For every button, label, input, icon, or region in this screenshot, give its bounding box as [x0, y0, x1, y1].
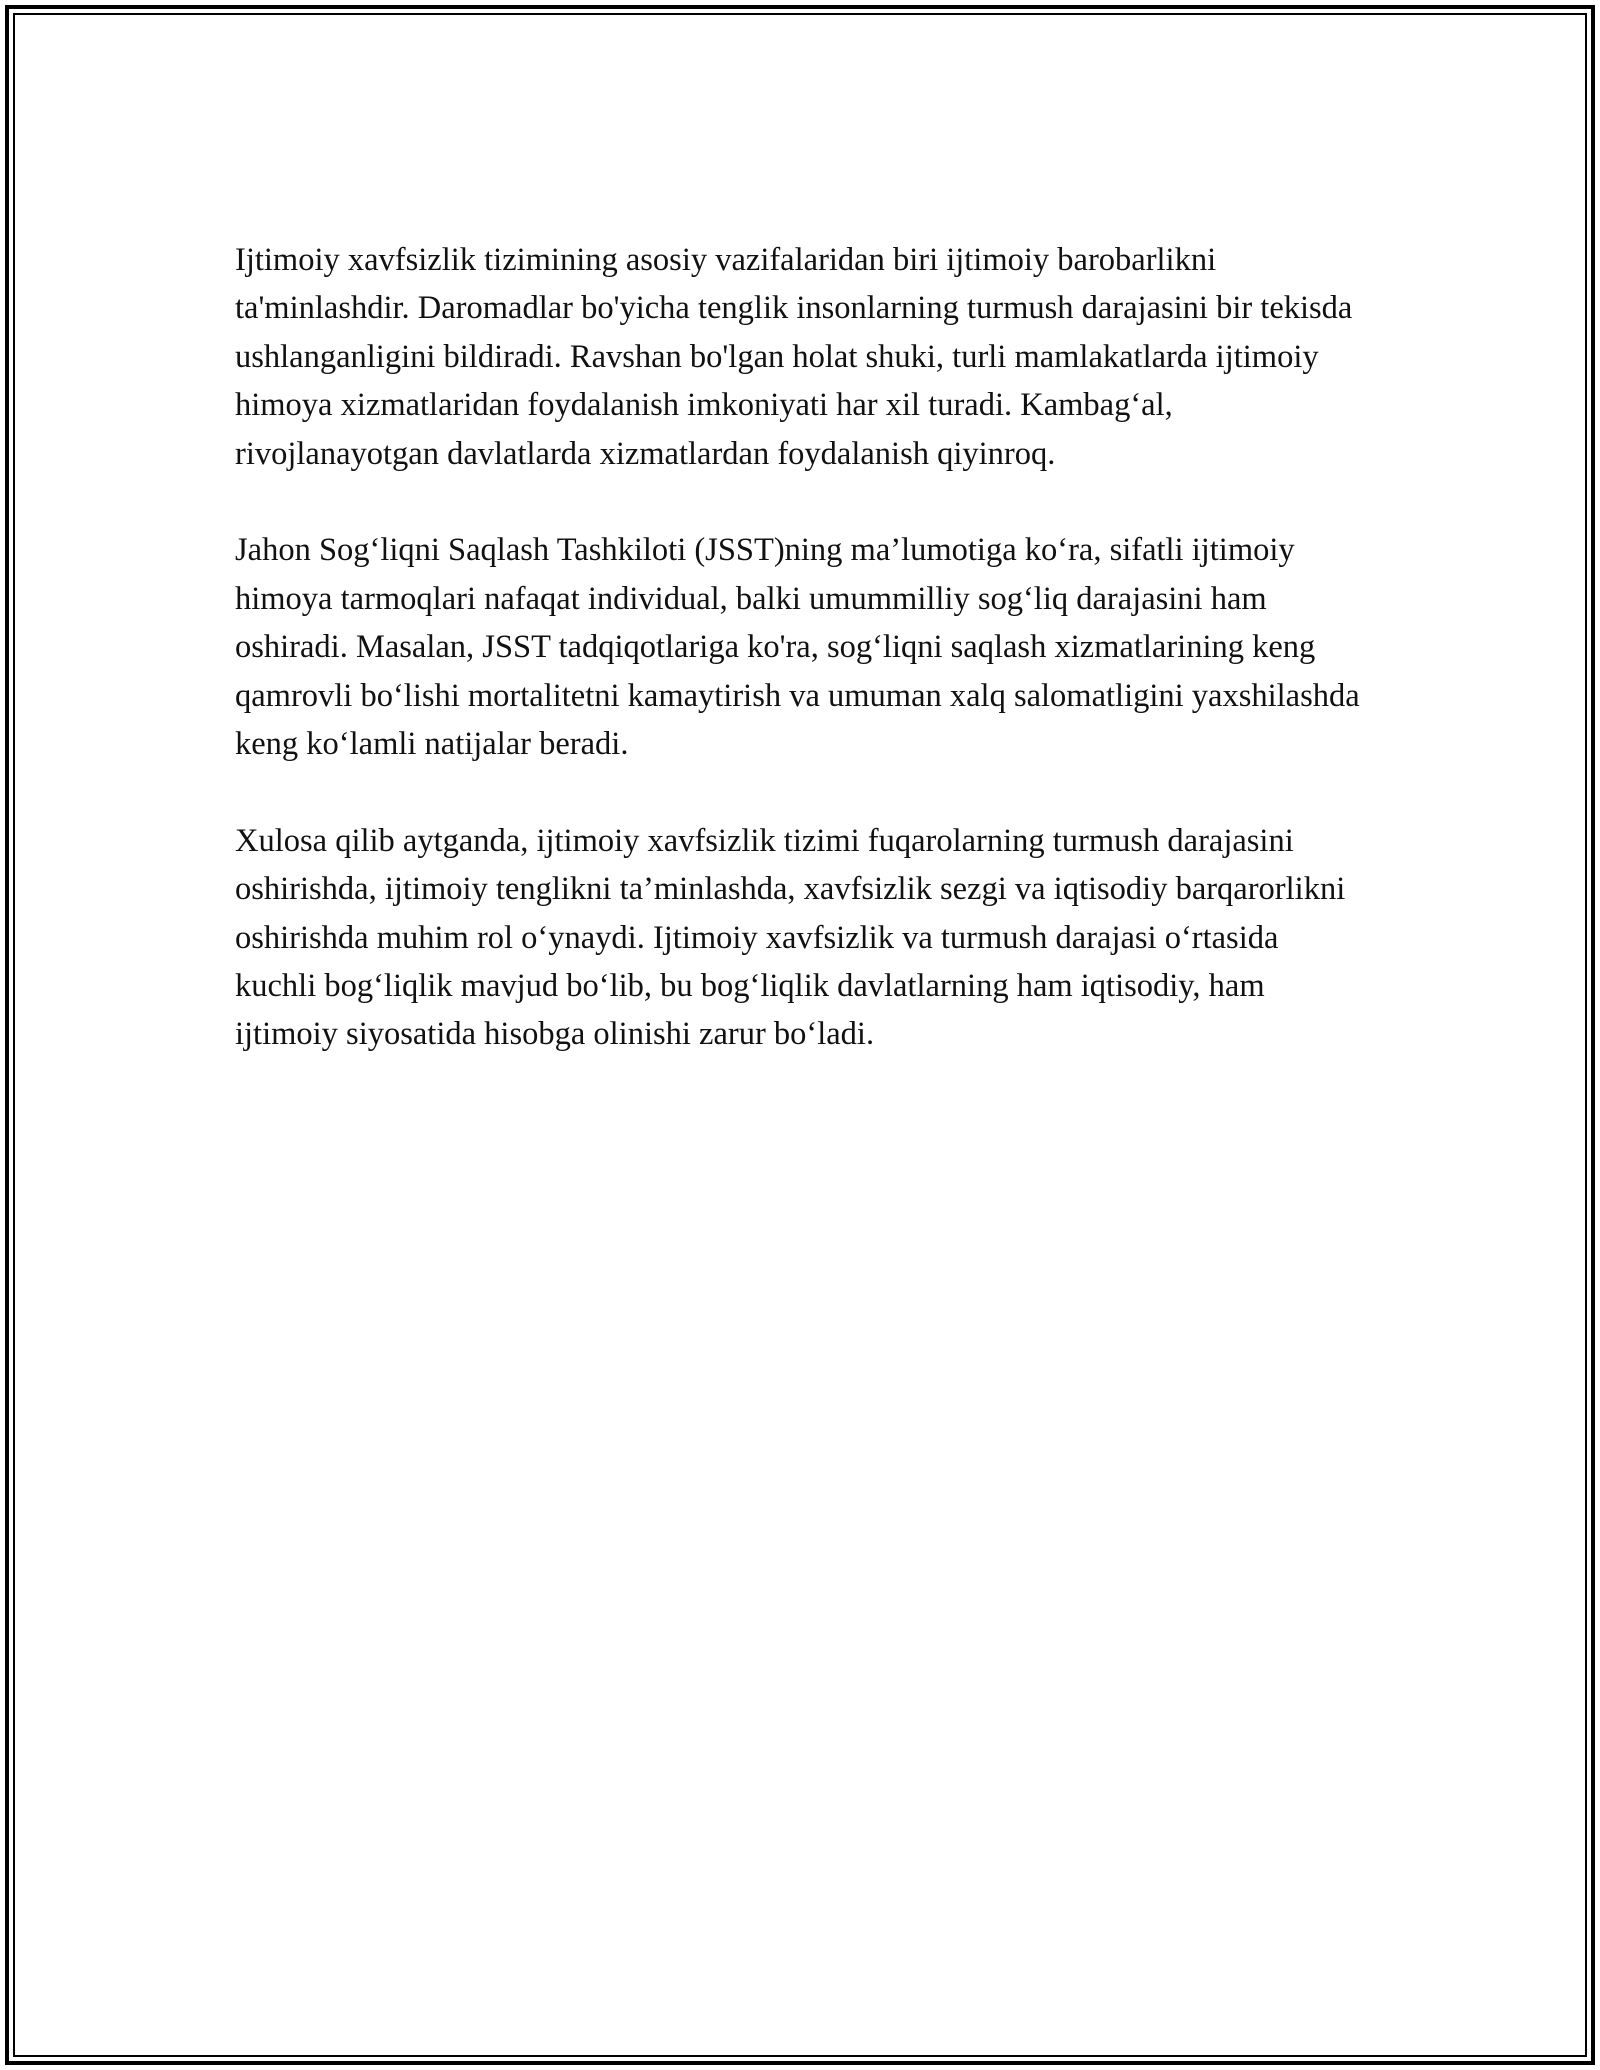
- paragraph-who-health: Jahon Sog‘liqni Saqlash Tashkiloti (JSST)ning ma’lumotiga ko‘ra, sifatli ijtimoiy himoya tarmoqlari nafaqat individual, balki umummilliy sog‘liq darajasini ham oshiradi. Masalan, JSST tadqiqotlariga ko'ra, sog‘liqni saqlash xizmatlarining keng qamrovli bo‘lishi mortalitetni kamaytirish va umuman xalq salomatligini yaxshilashda keng ko‘lamli natijalar beradi.: [235, 532, 1360, 763]
- paragraph-conclusion: Xulosa qilib aytganda, ijtimoiy xavfsizlik tizimi fuqarolarning turmush darajasini oshirishda, ijtimoiy tenglikni ta’minlashda, xavfsizlik sezgi va iqtisodiy barqarorlikni oshirishda muhim rol o‘ynaydi. Ijtimoiy xavfsizlik va turmush darajasi o‘rtasida kuchli bog‘liqlik mavjud bo‘lib, bu bog‘liqlik davlatlarning ham iqtisodiy, ham ijtimoiy siyosatida hisobga olinishi zarur bo‘ladi.: [235, 822, 1346, 1053]
- paragraph-social-equality: Ijtimoiy xavfsizlik tizimining asosiy vazifalaridan biri ijtimoiy barobarlikni ta'minlashdir. Daromadlar bo'yicha tenglik insonlarning turmush darajasini bir tekisda ushlanganligini bildiradi. Ravshan bo'lgan holat shuki, turli mamlakatlarda ijtimoiy himoya xizmatlaridan foydalanish imkoniyati har xil turadi. Kambag‘al, rivojlanayotgan davlatlarda xizmatlardan foydalanish qiyinroq.: [235, 242, 1353, 472]
- document-body: [235, 236, 1365, 1059]
